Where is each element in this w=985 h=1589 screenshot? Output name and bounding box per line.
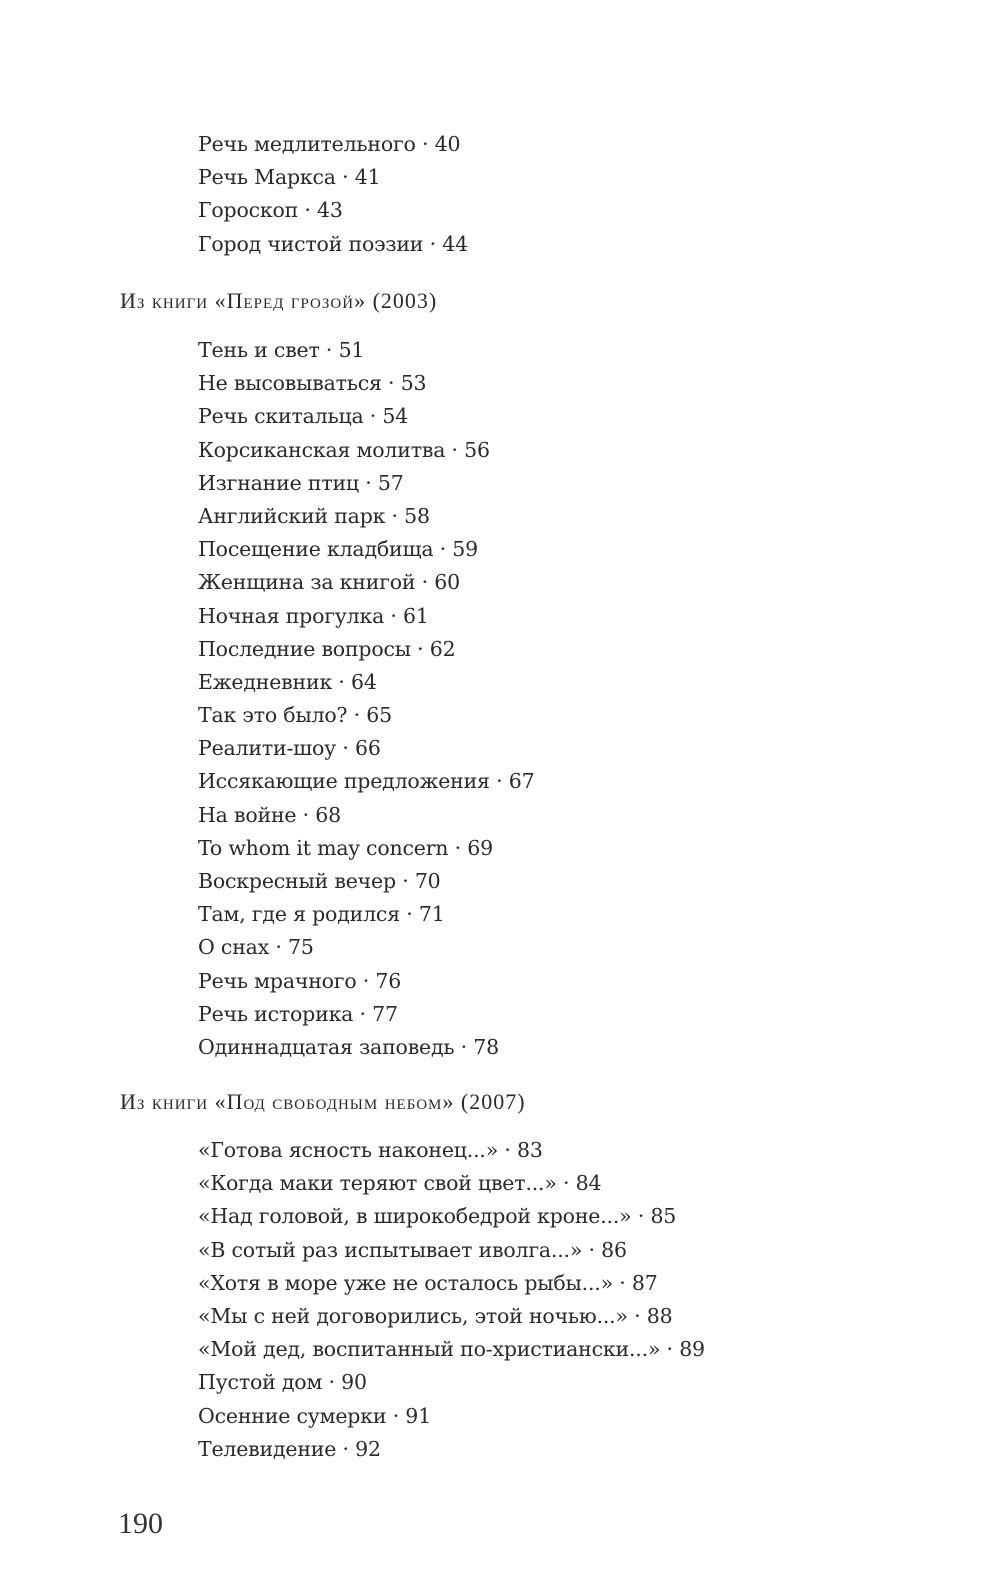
toc-entry: Женщина за книгой · 60	[198, 570, 460, 595]
toc-entry: «Когда маки теряют свой цвет...» · 84	[198, 1171, 602, 1196]
toc-entry: «В сотый раз испытывает иволга...» · 86	[198, 1237, 627, 1262]
toc-entry: «Над головой, в широкобедрой кроне...» · 85	[198, 1204, 677, 1229]
toc-entry: Осенние сумерки · 91	[198, 1403, 431, 1428]
toc-entry: Ночная прогулка · 61	[198, 603, 429, 628]
toc-group-2	[198, 334, 534, 1064]
toc-entry: Речь Маркса · 41	[198, 165, 381, 190]
toc-entry: To whom it may concern · 69	[198, 835, 493, 860]
toc-entry: Корсиканская молитва · 56	[198, 437, 490, 462]
toc-entry: Посещение кладбища · 59	[198, 537, 478, 562]
toc-entry: Изгнание птиц · 57	[198, 470, 404, 495]
toc-group-1	[198, 128, 468, 261]
toc-entry: Речь медлительного · 40	[198, 132, 461, 156]
toc-entry: «Мой дед, воспитанный по-христиански...» · 89	[198, 1337, 705, 1362]
toc-entry: Так это было? · 65	[198, 703, 392, 728]
toc-entry: На войне · 68	[198, 802, 341, 827]
toc-entry: Одиннадцатая заповедь · 78	[198, 1034, 499, 1059]
toc-entry: Город чистой поэзии · 44	[198, 231, 468, 256]
toc-entry: Речь мрачного · 76	[198, 968, 402, 993]
toc-entry: Воскресный вечер · 70	[198, 869, 441, 893]
toc-entry: Реалити-шоу · 66	[198, 736, 381, 761]
toc-entry: Там, где я родился · 71	[198, 902, 445, 927]
toc-entry: Не высовываться · 53	[198, 371, 427, 396]
toc-entry: «Хотя в море уже не осталось рыбы...» · 87	[198, 1270, 658, 1295]
toc-entry: Тень и свет · 51	[198, 338, 365, 362]
page-number: 190	[118, 1507, 163, 1540]
section-heading: Из книги «Под свободным небом» (2007)	[120, 1089, 526, 1114]
toc-entry: Иссякающие предложения · 67	[198, 769, 535, 794]
toc-entry: «Готова ясность наконец...» · 83	[198, 1138, 543, 1162]
toc-entry: О снах · 75	[198, 935, 314, 960]
toc-entry: Речь скитальца · 54	[198, 404, 409, 429]
toc-entry: Пустой дом · 90	[198, 1370, 367, 1395]
toc-entry: Ежедневник · 64	[198, 669, 377, 694]
toc-entry: Гороскоп · 43	[198, 198, 343, 223]
toc-entry: «Мы с ней договорились, этой ночью...» · 88	[198, 1303, 673, 1328]
toc-entry: Английский парк · 58	[198, 503, 430, 528]
toc-entry: Последние вопросы · 62	[198, 636, 456, 661]
toc-entry: Речь историка · 77	[198, 1001, 398, 1026]
toc-group-3	[198, 1134, 705, 1466]
toc-entry: Телевидение · 92	[198, 1436, 381, 1461]
section-heading: Из книги «Перед грозой» (2003)	[120, 288, 438, 313]
